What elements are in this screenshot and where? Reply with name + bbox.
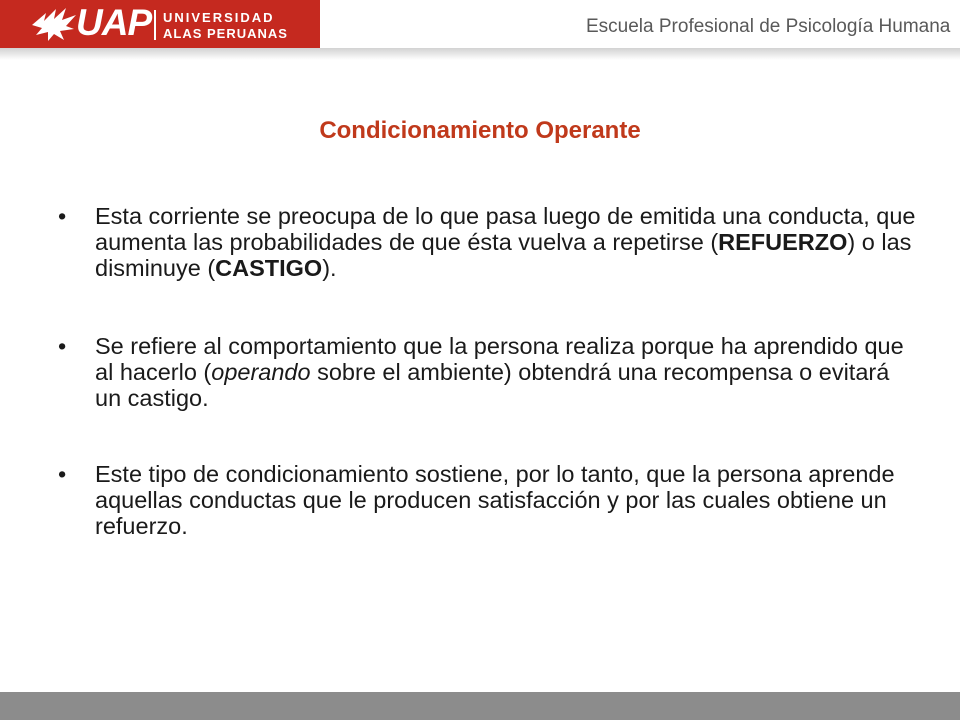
bullet-text: ). <box>322 255 337 281</box>
school-name: Escuela Profesional de Psicología Humana <box>586 16 951 37</box>
header-shadow <box>0 48 960 60</box>
university-logo <box>0 0 320 48</box>
slide-title: Condicionamiento Operante <box>319 117 641 144</box>
logo-university-line1: UNIVERSIDAD <box>163 10 275 25</box>
bullet-list <box>58 203 918 539</box>
bullet-text: ) o las disminuye ( <box>95 229 912 281</box>
condor-emblem-icon <box>30 5 80 43</box>
bullet-dot: • <box>58 203 67 229</box>
bullet-item <box>58 203 918 281</box>
footer-bar <box>0 692 960 720</box>
bullet-text: Esta corriente se preocupa de lo que pasa luego de emitida una conducta, que aumenta las probabilidades de que ésta vuelva a repetirse ( <box>95 203 916 255</box>
bullet-item <box>58 461 918 539</box>
bullet-strong-term: REFUERZO <box>718 229 848 255</box>
bullet-emphasis: operando <box>211 359 311 385</box>
bullet-text: Este tipo de condicionamiento sostiene, por lo tanto, que la persona aprende aquellas conductas que le producen satisfacción y por las cuales obtiene un refuerzo. <box>95 461 895 539</box>
logo-university-line2: ALAS PERUANAS <box>163 26 288 41</box>
bullet-strong-term: CASTIGO <box>215 255 323 281</box>
bullet-dot: • <box>58 333 67 359</box>
logo-divider <box>154 10 156 40</box>
slide-header <box>0 0 960 48</box>
bullet-item <box>58 333 918 411</box>
logo-acronym: UAP <box>76 2 152 43</box>
bullet-text: Se refiere al comportamiento que la persona realiza porque ha aprendido que al hacerlo ( <box>95 333 904 385</box>
bullet-dot: • <box>58 461 67 487</box>
bullet-text: sobre el ambiente) obtendrá una recompensa o evitará un castigo. <box>95 359 890 411</box>
